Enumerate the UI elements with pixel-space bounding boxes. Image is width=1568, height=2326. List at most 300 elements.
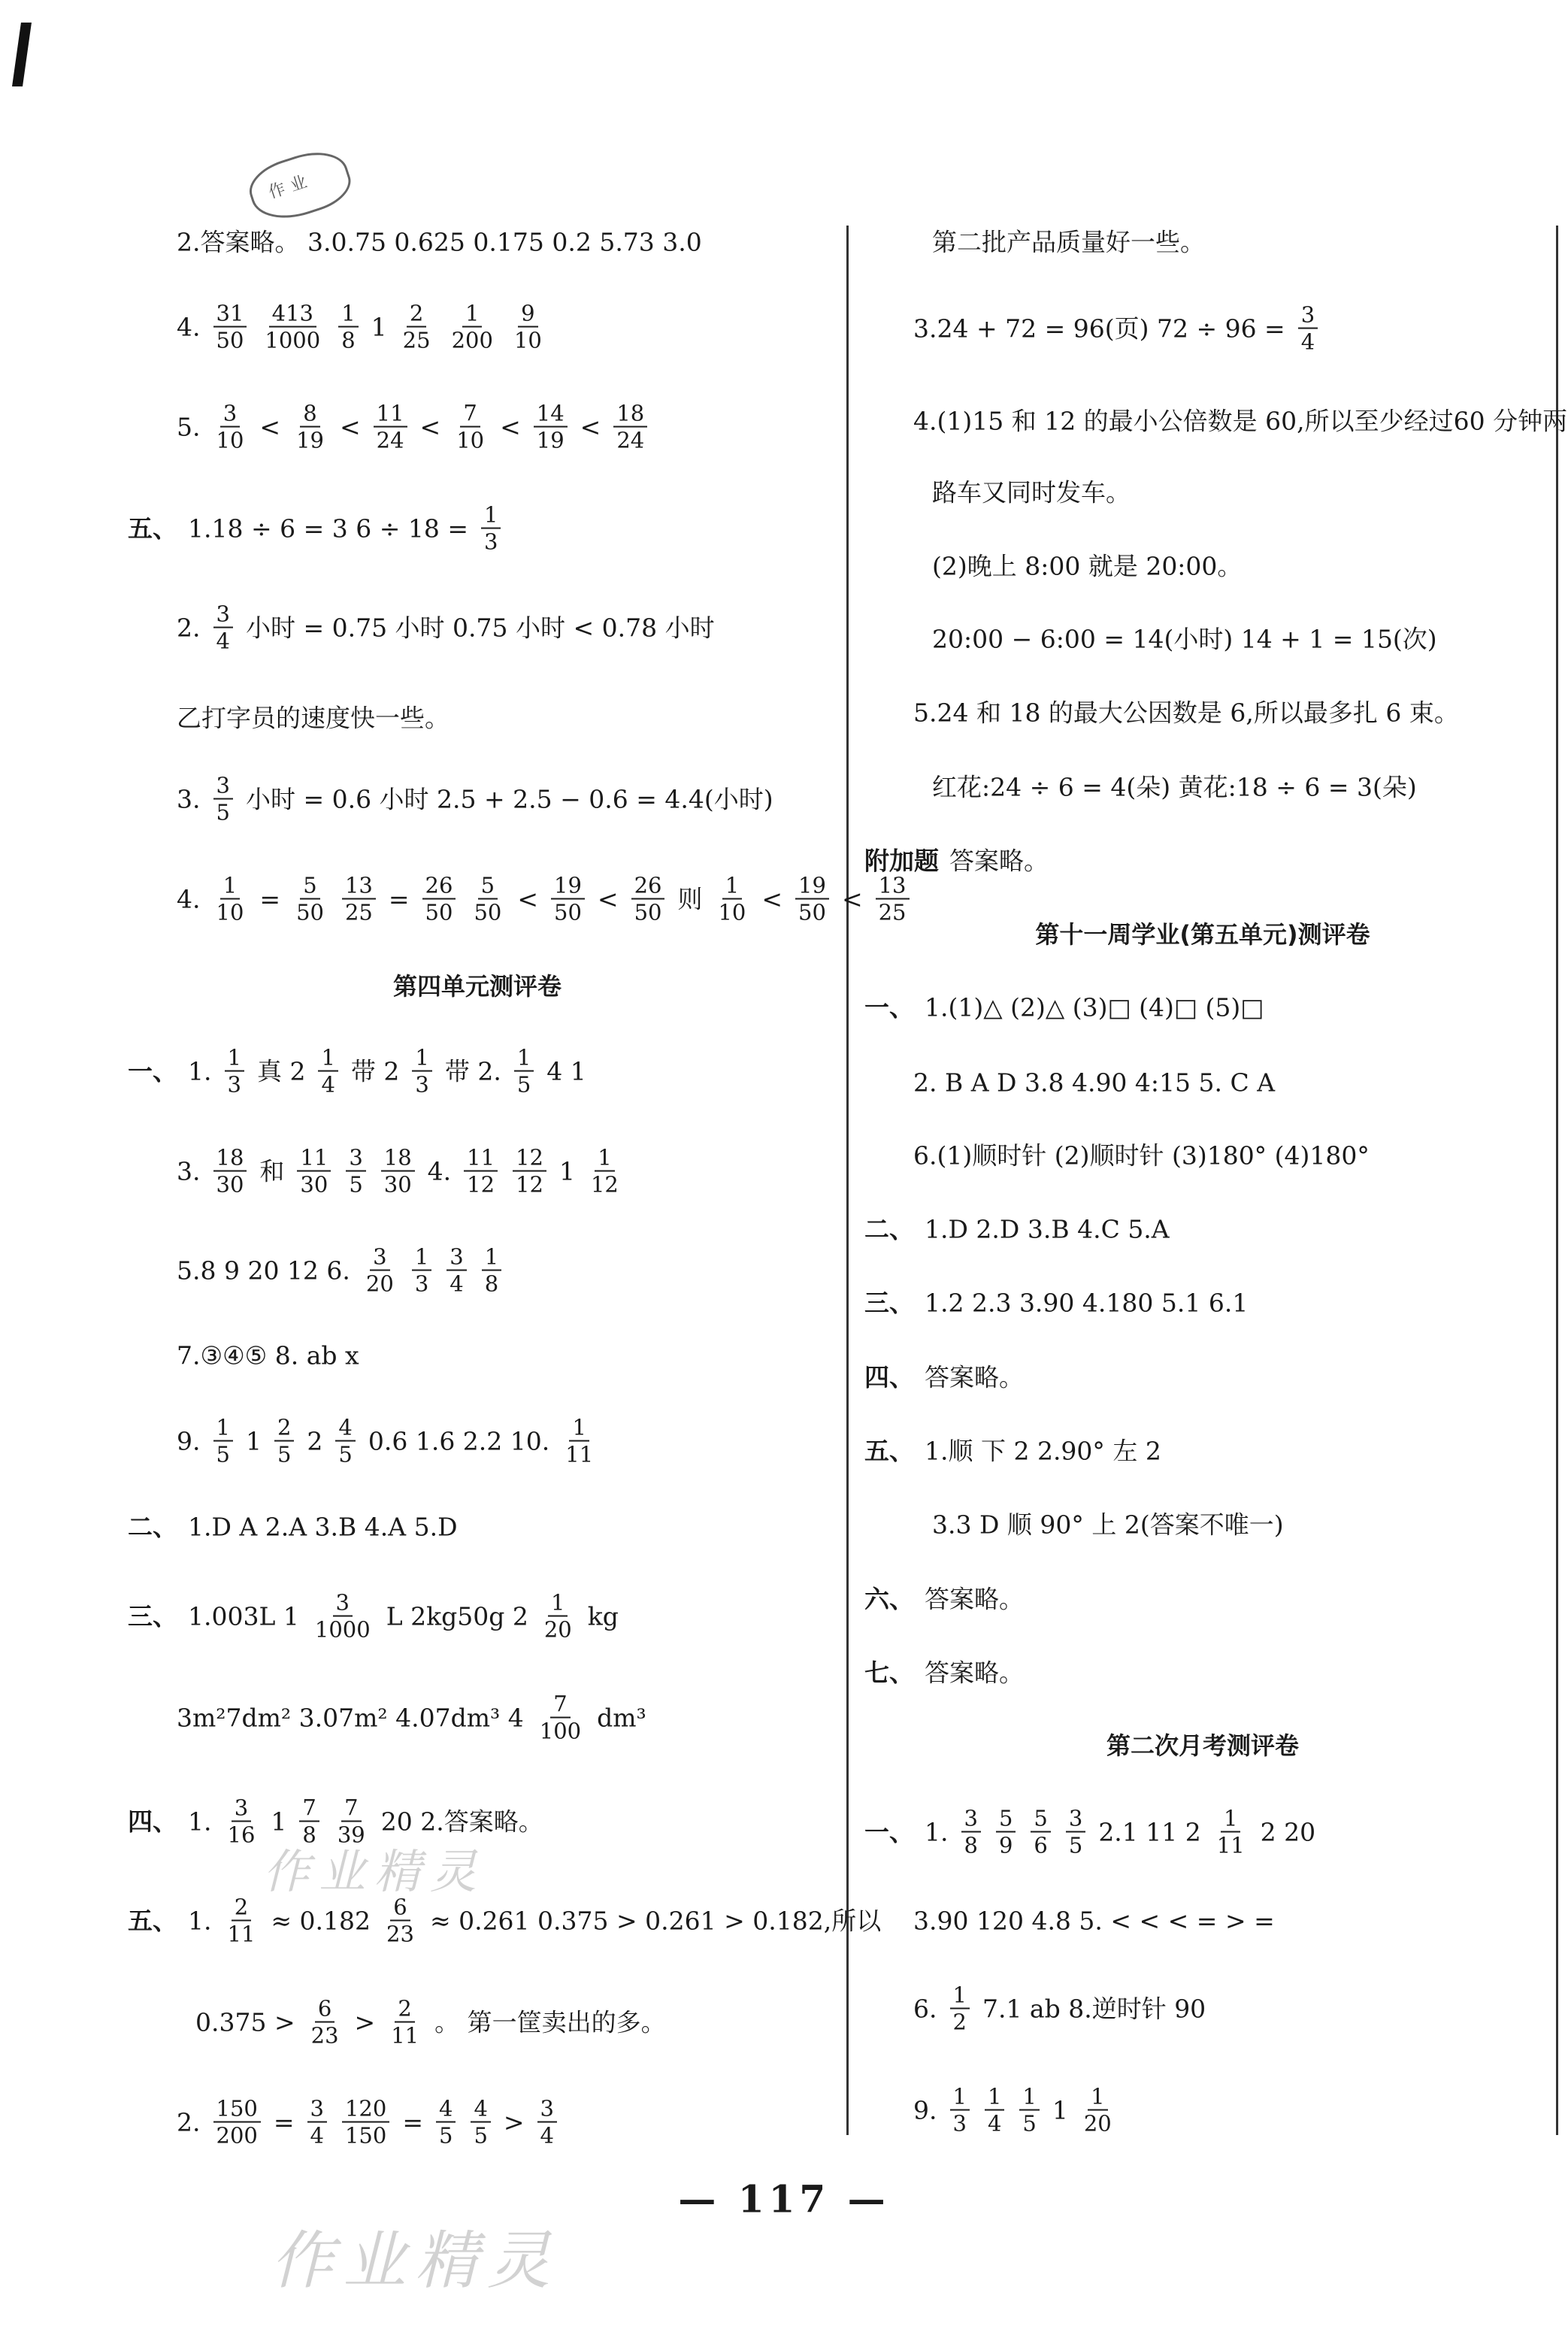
fraction — [985, 2085, 1004, 2137]
numerator: 3 — [333, 1591, 353, 1617]
numerator: 150 — [213, 2097, 261, 2123]
fraction — [213, 774, 233, 825]
section-label: 附加题 — [864, 846, 939, 876]
answer-line — [913, 406, 1568, 436]
numerator: 1 — [950, 2085, 970, 2111]
denominator: 8 — [341, 328, 356, 353]
denominator: 8 — [302, 1822, 316, 1848]
numerator: 3 — [213, 602, 233, 628]
numerator: 1 — [412, 1046, 431, 1072]
section-label: 五、 — [128, 513, 177, 544]
denominator: 150 — [344, 2123, 387, 2149]
answer-line — [177, 874, 912, 925]
answer-text: 答案略。 — [925, 1584, 1024, 1614]
numerator: 13 — [876, 874, 910, 900]
fraction — [537, 1692, 584, 1744]
denominator: 20 — [365, 1271, 394, 1297]
denominator: 5 — [1022, 2111, 1037, 2137]
answer-line — [932, 477, 1131, 507]
fraction — [534, 401, 568, 453]
denominator: 5 — [277, 1442, 292, 1467]
answer-text: = — [402, 2107, 423, 2137]
denominator: 200 — [216, 2123, 258, 2149]
fraction — [363, 1245, 397, 1297]
denominator: 2 — [952, 2010, 967, 2035]
answer-text: ≈ 0.182 — [271, 1906, 371, 1936]
fraction — [464, 1146, 498, 1198]
answer-line — [177, 1416, 598, 1467]
answer-text: 2 20 — [1260, 1817, 1316, 1847]
section-label: 三、 — [864, 1288, 914, 1318]
numerator: 5 — [996, 1807, 1016, 1833]
numerator: 13 — [342, 874, 376, 900]
numerator: 11 — [464, 1146, 498, 1172]
numerator: 5 — [1031, 1807, 1050, 1833]
fraction — [213, 874, 247, 925]
denominator: 5 — [1068, 1833, 1083, 1858]
fraction — [225, 1046, 244, 1098]
denominator: 3 — [227, 1072, 241, 1098]
numerator: 18 — [213, 1146, 247, 1172]
denominator: 4 — [216, 628, 230, 654]
fraction — [225, 1796, 259, 1848]
section-label: 一、 — [864, 992, 914, 1022]
answer-text: 3.3 D 顺 90° 上 2(答案不唯一) — [932, 1510, 1284, 1540]
section-label: 六、 — [864, 1584, 914, 1614]
answer-text: < — [841, 884, 863, 914]
numerator: 413 — [269, 301, 316, 328]
fraction — [213, 301, 247, 353]
answer-text: 红花:24 ÷ 6 = 4(朵) 黄花:18 ÷ 6 = 3(朵) — [932, 772, 1417, 802]
denominator: 20 — [543, 1617, 572, 1643]
answer-text: 6. — [913, 1994, 937, 2024]
numerator: 5 — [478, 874, 498, 900]
answer-text: 3. — [177, 1156, 201, 1186]
numerator: 1 — [595, 1146, 614, 1172]
answer-line — [177, 301, 547, 353]
answer-text: < — [500, 412, 521, 442]
answer-text: 3.24 + 72 = 96(页) 72 ÷ 96 = — [913, 313, 1285, 344]
numerator: 3 — [220, 401, 240, 428]
fraction — [876, 874, 910, 925]
section-label: 七、 — [864, 1658, 914, 1688]
numerator: 3 — [307, 2097, 327, 2123]
answer-line — [177, 401, 649, 453]
answer-line — [864, 1584, 1024, 1614]
denominator: 23 — [310, 2023, 339, 2049]
answer-text: 1.18 ÷ 6 = 3 6 ÷ 18 = — [188, 513, 468, 544]
answer-line — [913, 303, 1320, 355]
denominator: 24 — [616, 428, 645, 453]
denominator: 12 — [590, 1172, 619, 1198]
numerator: 14 — [534, 401, 568, 428]
denominator: 25 — [878, 900, 907, 925]
denominator: 5 — [216, 800, 230, 825]
answer-text: 则 — [677, 884, 703, 914]
fraction — [551, 874, 585, 925]
answer-text: 5. — [177, 412, 201, 442]
numerator: 9 — [518, 301, 537, 328]
fraction — [715, 874, 749, 925]
fraction — [262, 301, 323, 353]
answer-line — [932, 227, 1205, 257]
answer-text: 1. — [188, 1906, 212, 1936]
answer-line — [128, 1591, 619, 1643]
answer-line — [177, 1340, 359, 1370]
answer-text: 2.答案略。 3.0.75 0.625 0.175 0.2 5.73 3.0 — [177, 227, 702, 257]
fraction — [537, 2097, 557, 2149]
denominator: 50 — [425, 900, 453, 925]
numerator: 4 — [436, 2097, 456, 2123]
numerator: 6 — [315, 1997, 334, 2023]
fraction — [961, 1807, 981, 1858]
fraction — [471, 2097, 490, 2149]
answer-text: 1 — [371, 312, 387, 342]
denominator: 23 — [386, 1922, 414, 1947]
answer-line — [177, 1146, 624, 1198]
answer-text: 第二批产品质量好一些。 — [932, 227, 1205, 257]
numerator: 3 — [1066, 1807, 1085, 1833]
answer-text: 1 — [271, 1807, 287, 1837]
answer-text: 1 — [558, 1156, 575, 1186]
numerator: 2 — [274, 1416, 294, 1442]
fraction — [631, 874, 665, 925]
section-label: 四、 — [864, 1362, 914, 1392]
answer-line — [177, 2097, 559, 2149]
denominator: 5 — [338, 1442, 353, 1467]
answer-line — [864, 1362, 1024, 1392]
numerator: 1 — [412, 1245, 431, 1271]
answer-line — [864, 1214, 1170, 1244]
answer-text: 1 — [245, 1426, 262, 1456]
section-heading — [1106, 1731, 1300, 1760]
answer-text: 带 2. — [444, 1056, 501, 1086]
numerator: 1 — [481, 503, 501, 529]
denominator: 3 — [952, 2111, 967, 2137]
numerator: 19 — [795, 874, 829, 900]
answer-line — [177, 703, 450, 733]
numerator: 11 — [297, 1146, 331, 1172]
answer-line — [177, 1692, 646, 1744]
answer-text: 4.(1)15 和 12 的最小公倍数是 60,所以至少经过60 分钟两 — [913, 406, 1568, 436]
answer-text: 1. — [188, 1807, 212, 1837]
page-edge-mark — [12, 23, 32, 86]
numerator: 1 — [1019, 2085, 1039, 2111]
numerator: 7 — [299, 1796, 319, 1822]
fraction — [342, 2097, 389, 2149]
answer-text: < — [259, 412, 281, 442]
fraction — [1298, 303, 1318, 355]
fraction — [374, 401, 407, 453]
answer-text: 4. — [427, 1156, 452, 1186]
numerator: 7 — [341, 1796, 361, 1822]
answer-text: 4. — [177, 312, 201, 342]
numerator: 2 — [232, 1895, 251, 1922]
answer-line — [864, 1807, 1315, 1858]
section-label: 二、 — [128, 1512, 177, 1542]
numerator: 1 — [462, 301, 482, 328]
numerator: 1 — [213, 1416, 233, 1442]
answer-text: 0.375 > — [195, 2007, 295, 2037]
fraction — [400, 301, 434, 353]
fraction — [383, 1895, 417, 1947]
section-label: 三、 — [128, 1601, 177, 1631]
page-number: — 117 — — [678, 2176, 890, 2222]
answer-text: 2 — [307, 1426, 323, 1456]
numerator: 4 — [471, 2097, 490, 2123]
numerator: 1 — [950, 1983, 970, 2010]
fraction — [950, 1983, 970, 2035]
answer-text: 7.③④⑤ 8. ab x — [177, 1340, 359, 1370]
answer-text: 2. B A D 3.8 4.90 4:15 5. C A — [913, 1068, 1276, 1098]
answer-text: < — [761, 884, 783, 914]
answer-text: 答案略。 — [925, 1362, 1024, 1392]
answer-text: 1.003L 1 — [188, 1601, 299, 1631]
fraction — [562, 1416, 596, 1467]
numerator: 1 — [482, 1245, 501, 1271]
denominator: 4 — [450, 1271, 464, 1297]
answer-text: 1. — [188, 1056, 212, 1086]
fraction — [1214, 1807, 1248, 1858]
answer-line — [932, 624, 1437, 654]
answer-text: 1.D A 2.A 3.B 4.A 5.D — [188, 1512, 458, 1542]
numerator: 26 — [422, 874, 456, 900]
fraction — [1019, 2085, 1039, 2137]
answer-text: 路车又同时发车。 — [932, 477, 1131, 507]
numerator: 1 — [548, 1591, 568, 1617]
answer-line — [913, 1068, 1276, 1098]
numerator: 1 — [514, 1046, 534, 1072]
denominator: 50 — [216, 328, 244, 353]
fraction — [335, 1416, 355, 1467]
answer-text: (2)晚上 8:00 就是 20:00。 — [932, 551, 1243, 581]
fraction — [950, 2085, 970, 2137]
section-label: 五、 — [128, 1906, 177, 1936]
numerator: 19 — [551, 874, 585, 900]
numerator: 4 — [335, 1416, 355, 1442]
answer-text: 1. — [925, 1817, 949, 1847]
numerator: 18 — [381, 1146, 415, 1172]
numerator: 2 — [407, 301, 426, 328]
answer-text: 1 — [1052, 2095, 1068, 2125]
answer-text: 20 2.答案略。 — [380, 1807, 543, 1837]
numerator: 8 — [300, 401, 319, 428]
fraction — [293, 401, 327, 453]
answer-text: 0.6 1.6 2.2 10. — [368, 1426, 550, 1456]
answer-text: 2.1 11 2 — [1098, 1817, 1201, 1847]
fraction — [1081, 2085, 1115, 2137]
fraction — [1031, 1807, 1050, 1858]
numerator: 31 — [213, 301, 247, 328]
answer-line — [913, 1906, 1275, 1936]
denominator: 10 — [513, 328, 542, 353]
denominator: 12 — [467, 1172, 495, 1198]
denominator: 50 — [296, 900, 324, 925]
denominator: 5 — [216, 1442, 230, 1467]
watermark-bottom: 作业精灵 — [271, 2224, 560, 2297]
denominator: 30 — [383, 1172, 412, 1198]
denominator: 10 — [718, 900, 746, 925]
denominator: 50 — [554, 900, 582, 925]
denominator: 16 — [227, 1822, 256, 1848]
denominator: 5 — [349, 1172, 363, 1198]
answer-line — [128, 503, 503, 555]
answer-line — [864, 992, 1264, 1022]
denominator: 50 — [798, 900, 826, 925]
numerator: 1 — [1088, 2085, 1107, 2111]
answer-text: 答案略。 — [925, 1658, 1024, 1688]
answer-text: dm³ — [597, 1703, 646, 1733]
answer-line — [913, 1983, 1206, 2035]
fraction — [312, 1591, 374, 1643]
answer-text: < — [597, 884, 619, 914]
fraction — [213, 602, 233, 654]
fraction — [996, 1807, 1016, 1858]
answer-line — [864, 846, 1049, 876]
fraction — [412, 1245, 431, 1297]
denominator: 11 — [565, 1442, 594, 1467]
denominator: 12 — [516, 1172, 543, 1198]
denominator: 11 — [1216, 1833, 1245, 1858]
fraction — [422, 874, 456, 925]
answer-line — [128, 1895, 881, 1947]
page-edge-rule — [1556, 226, 1558, 2135]
answer-text: L 2kg50g 2 — [386, 1601, 528, 1631]
denominator: 5 — [516, 1072, 531, 1098]
denominator: 30 — [300, 1172, 328, 1198]
denominator: 3 — [483, 529, 498, 555]
denominator: 50 — [634, 900, 662, 925]
answer-text: < — [517, 884, 538, 914]
answer-text: 乙打字员的速度快一些。 — [177, 703, 450, 733]
answer-text: 1.顺 下 2 2.90° 左 2 — [925, 1436, 1161, 1466]
denominator: 4 — [1300, 329, 1315, 355]
numerator: 11 — [374, 401, 407, 428]
answer-text: 5.24 和 18 的最大公因数是 6,所以最多扎 6 束。 — [913, 698, 1459, 728]
numerator: 1 — [1221, 1807, 1240, 1833]
denominator: 9 — [998, 1833, 1013, 1858]
fraction — [446, 1245, 466, 1297]
section-label: 四、 — [128, 1807, 177, 1837]
numerator: 7 — [460, 401, 480, 428]
answer-line — [128, 1512, 458, 1542]
answer-text: 5.8 9 20 12 6. — [177, 1255, 350, 1286]
answer-text: 真 2 — [256, 1056, 306, 1086]
denominator: 6 — [1034, 1833, 1048, 1858]
denominator: 8 — [484, 1271, 499, 1297]
answer-text: 7.1 ab 8.逆时针 90 — [982, 1994, 1206, 2024]
fraction — [225, 1895, 259, 1947]
fraction — [436, 2097, 456, 2149]
denominator: 11 — [391, 2023, 419, 2049]
answer-line — [864, 1288, 1249, 1318]
fraction — [513, 1146, 546, 1198]
answer-text: 第十一周学业(第五单元)测评卷 — [1035, 920, 1370, 949]
answer-text: 9. — [177, 1426, 201, 1456]
fraction — [541, 1591, 575, 1643]
denominator: 3 — [414, 1271, 429, 1297]
answer-line — [932, 1510, 1284, 1540]
answer-line — [177, 227, 702, 257]
denominator: 10 — [216, 428, 244, 453]
numerator: 1 — [220, 874, 240, 900]
answer-line — [913, 698, 1459, 728]
fraction — [346, 1146, 365, 1198]
denominator: 5 — [438, 2123, 453, 2149]
answer-text: = — [273, 2107, 295, 2137]
fraction — [453, 401, 487, 453]
fraction — [388, 1997, 422, 2049]
logo-stamp: 作业 — [243, 142, 357, 229]
answer-text: = — [388, 884, 410, 914]
denominator: 4 — [321, 1072, 335, 1098]
answer-text: = — [259, 884, 281, 914]
numerator: 12 — [513, 1146, 546, 1172]
denominator: 24 — [376, 428, 404, 453]
denominator: 10 — [456, 428, 485, 453]
denominator: 39 — [337, 1822, 365, 1848]
denominator: 4 — [987, 2111, 1002, 2137]
answer-line — [177, 774, 773, 825]
numerator: 1 — [225, 1046, 244, 1072]
answer-text: 9. — [913, 2095, 937, 2125]
section-label: 五、 — [864, 1436, 914, 1466]
answer-text: < — [580, 412, 601, 442]
watermark: 作业精灵 — [263, 1844, 486, 1899]
answer-text: kg — [587, 1601, 619, 1631]
numerator: 1 — [985, 2085, 1004, 2111]
numerator: 6 — [390, 1895, 410, 1922]
answer-line — [864, 1658, 1024, 1688]
answer-text: 和 — [259, 1156, 285, 1186]
numerator: 1 — [318, 1046, 338, 1072]
denominator: 25 — [402, 328, 431, 353]
section-label: 一、 — [864, 1817, 914, 1847]
numerator: 3 — [346, 1146, 365, 1172]
fraction — [318, 1046, 338, 1098]
answer-text: < — [339, 412, 361, 442]
answer-line — [128, 1046, 586, 1098]
answer-text: 4. — [177, 884, 201, 914]
section-heading — [1035, 920, 1370, 949]
numerator: 1 — [338, 301, 358, 328]
answer-text: 3. — [177, 784, 201, 814]
denominator: 20 — [1083, 2111, 1112, 2137]
fraction — [307, 2097, 327, 2149]
fraction — [308, 1997, 342, 2049]
fraction — [795, 874, 829, 925]
fraction — [613, 401, 647, 453]
answer-text: 20:00 − 6:00 = 14(小时) 14 + 1 = 15(次) — [932, 624, 1437, 654]
column-divider — [846, 226, 849, 2135]
numerator: 26 — [631, 874, 665, 900]
answer-text: 。 第一筐卖出的多。 — [434, 2007, 666, 2037]
numerator: 3 — [1298, 303, 1318, 329]
numerator: 3 — [232, 1796, 251, 1822]
answer-text: > — [354, 2007, 376, 2037]
numerator: 5 — [300, 874, 319, 900]
fraction — [511, 301, 545, 353]
answer-text: 小时 = 0.75 小时 0.75 小时 < 0.78 小时 — [245, 613, 715, 643]
fraction — [342, 874, 376, 925]
fraction — [1066, 1807, 1085, 1858]
denominator: 1000 — [265, 328, 321, 353]
denominator: 1000 — [314, 1617, 371, 1643]
answer-text: 1.D 2.D 3.B 4.C 5.A — [925, 1214, 1170, 1244]
denominator: 200 — [451, 328, 493, 353]
fraction — [588, 1146, 622, 1198]
answer-text: 小时 = 0.6 小时 2.5 + 2.5 − 0.6 = 4.4(小时) — [245, 784, 773, 814]
